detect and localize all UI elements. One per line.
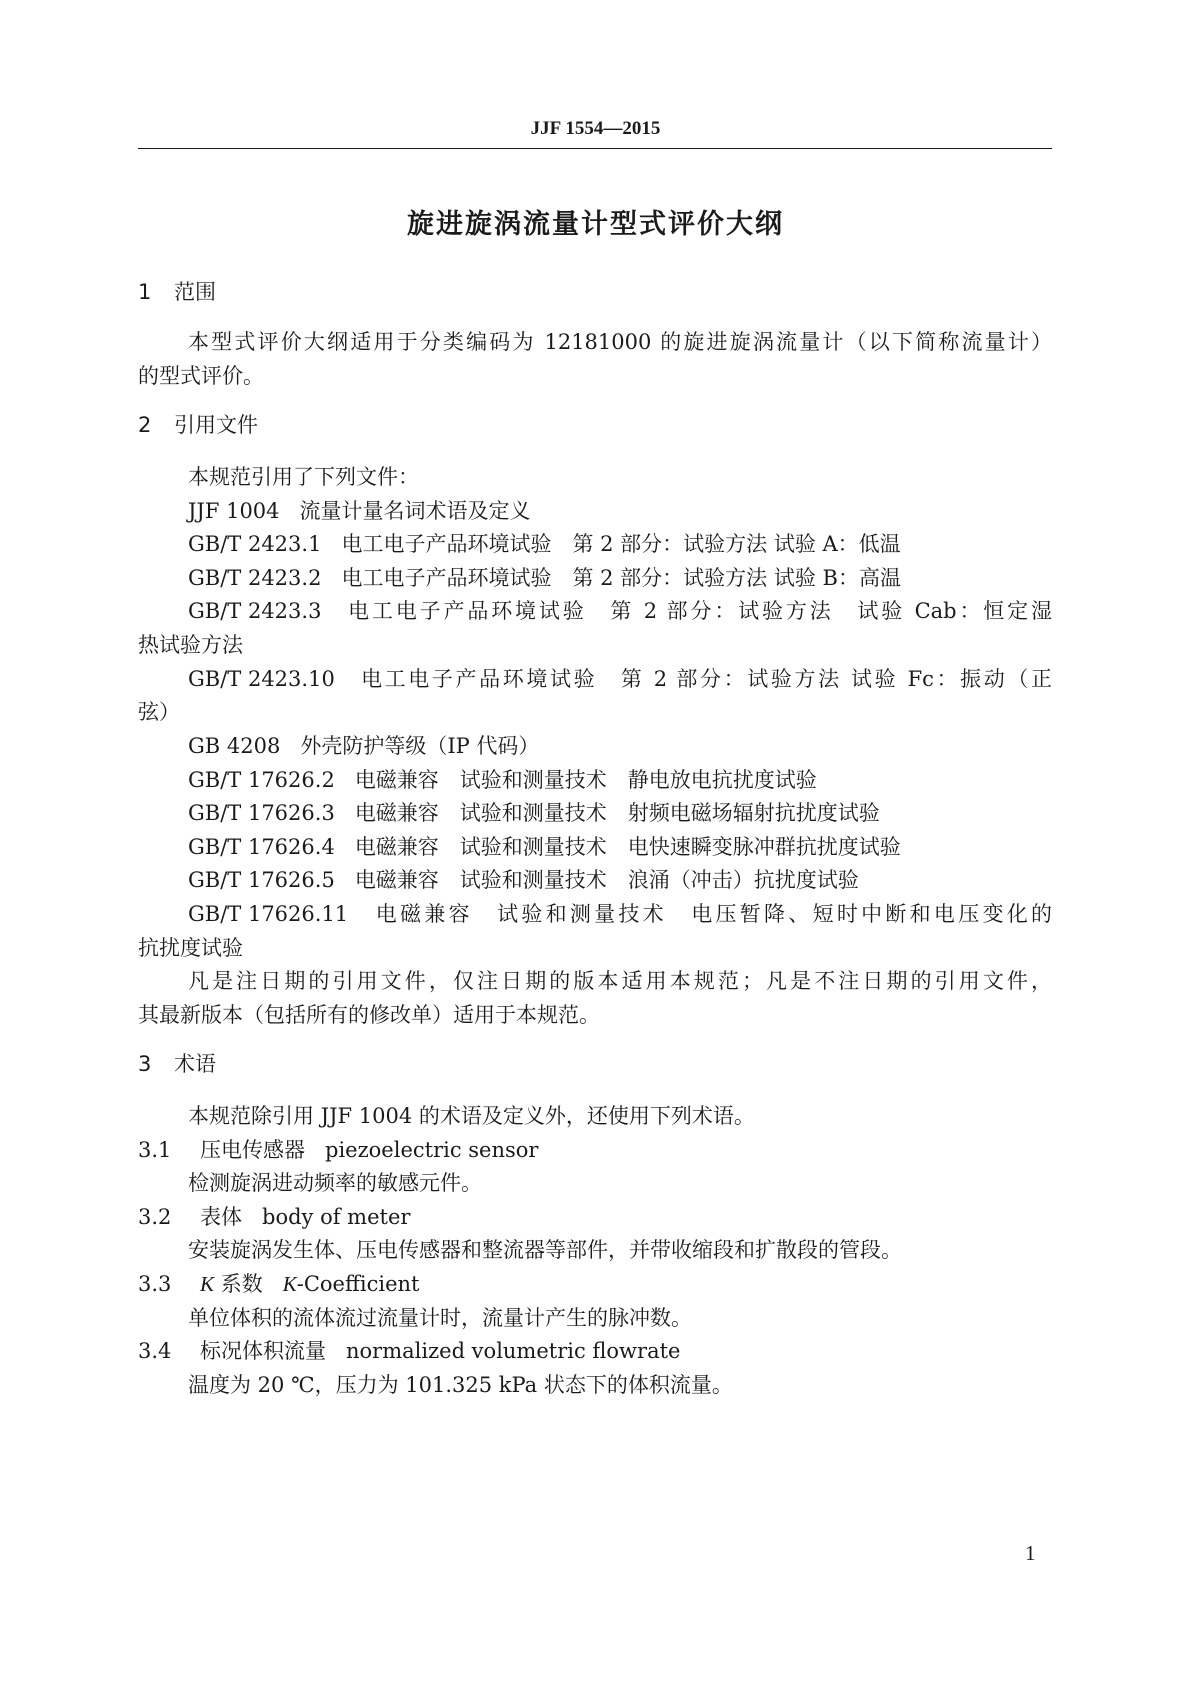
term-chinese: 系数 bbox=[220, 1272, 263, 1296]
terms-intro: 本规范除引用 JJF 1004 的术语及定义外，还使用下列术语。 bbox=[188, 1104, 755, 1128]
page-number: 1 bbox=[1025, 1541, 1036, 1565]
term-heading bbox=[138, 1269, 419, 1299]
reference-item bbox=[188, 664, 1052, 694]
term-definition: 检测旋涡进动频率的敏感元件。 bbox=[188, 1171, 482, 1195]
section-number: 2 bbox=[138, 413, 152, 437]
reference-code: GB/T 17626.3 bbox=[188, 801, 335, 825]
reference-title: 电磁兼容 试验和测量技术 电压暂降、短时中断和电压变化的 bbox=[375, 902, 1053, 926]
reference-title: 外壳防护等级（IP 代码） bbox=[300, 734, 540, 758]
reference-code: GB/T 17626.11 bbox=[188, 902, 349, 926]
section-heading-3 bbox=[138, 1049, 216, 1079]
reference-code: GB/T 2423.2 bbox=[188, 566, 322, 590]
reference-item bbox=[188, 596, 1052, 626]
section1-paragraph-line1: 本型式评价大纲适用于分类编码为 12181000 的旋进旋涡流量计（以下简称流量计） bbox=[188, 330, 1052, 354]
reference-item bbox=[188, 496, 531, 526]
reference-item bbox=[188, 832, 901, 862]
reference-code: JJF 1004 bbox=[188, 499, 280, 523]
reference-item bbox=[188, 865, 859, 895]
reference-code: GB/T 17626.4 bbox=[188, 835, 335, 859]
reference-title: 流量计量名词术语及定义 bbox=[299, 499, 531, 523]
reference-continuation: 热试验方法 bbox=[138, 633, 243, 657]
reference-item bbox=[188, 563, 901, 593]
reference-code: GB/T 2423.3 bbox=[188, 599, 322, 623]
reference-item bbox=[188, 899, 1052, 929]
reference-code: GB/T 2423.1 bbox=[188, 532, 322, 556]
term-english-symbol: K bbox=[282, 1272, 297, 1296]
term-definition: 温度为 20 ℃，压力为 101.325 kPa 状态下的体积流量。 bbox=[188, 1373, 733, 1397]
reference-title: 电工电子产品环境试验 第 2 部分：试验方法 试验 A：低温 bbox=[341, 532, 901, 556]
standard-code-header: JJF 1554—2015 bbox=[530, 118, 661, 139]
section-title: 术语 bbox=[174, 1052, 216, 1076]
term-number: 3.2 bbox=[138, 1205, 172, 1229]
header-rule bbox=[138, 148, 1052, 149]
reference-title: 电磁兼容 试验和测量技术 射频电磁场辐射抗扰度试验 bbox=[354, 801, 880, 825]
term-heading bbox=[138, 1135, 538, 1165]
term-heading bbox=[138, 1336, 680, 1366]
term-chinese: 表体 bbox=[200, 1205, 242, 1229]
reference-title: 电磁兼容 试验和测量技术 电快速瞬变脉冲群抗扰度试验 bbox=[354, 835, 901, 859]
references-intro: 本规范引用了下列文件： bbox=[188, 465, 419, 489]
reference-item bbox=[188, 798, 880, 828]
section-heading-1 bbox=[138, 277, 216, 307]
references-note-line1: 凡是注日期的引用文件，仅注日期的版本适用本规范；凡是不注日期的引用文件， bbox=[188, 969, 1052, 993]
section-heading-2 bbox=[138, 410, 258, 440]
term-number: 3.4 bbox=[138, 1339, 172, 1363]
reference-code: GB/T 17626.2 bbox=[188, 768, 335, 792]
term-definition: 安装旋涡发生体、压电传感器和整流器等部件，并带收缩段和扩散段的管段。 bbox=[188, 1238, 902, 1262]
term-english: body of meter bbox=[262, 1205, 411, 1229]
section1-paragraph-line2: 的型式评价。 bbox=[138, 364, 264, 388]
reference-title: 电工电子产品环境试验 第 2 部分：试验方法 试验 B：高温 bbox=[341, 566, 901, 590]
section-title: 引用文件 bbox=[174, 413, 258, 437]
reference-item bbox=[188, 765, 817, 795]
term-symbol: K bbox=[200, 1272, 215, 1296]
reference-continuation: 弦） bbox=[138, 700, 180, 724]
reference-continuation: 抗扰度试验 bbox=[138, 936, 243, 960]
reference-title: 电磁兼容 试验和测量技术 浪涌（冲击）抗扰度试验 bbox=[354, 868, 859, 892]
reference-title: 电磁兼容 试验和测量技术 静电放电抗扰度试验 bbox=[354, 768, 817, 792]
term-definition: 单位体积的流体流过流量计时，流量计产生的脉冲数。 bbox=[188, 1306, 692, 1330]
reference-title: 电工电子产品环境试验 第 2 部分：试验方法 试验 Cab：恒定湿 bbox=[348, 599, 1052, 623]
references-note-line2: 其最新版本（包括所有的修改单）适用于本规范。 bbox=[138, 1003, 600, 1027]
section-title: 范围 bbox=[174, 280, 216, 304]
term-english: -Coefficient bbox=[296, 1272, 420, 1296]
term-number: 3.1 bbox=[138, 1138, 172, 1162]
term-english: piezoelectric sensor bbox=[325, 1138, 539, 1162]
reference-code: GB 4208 bbox=[188, 734, 281, 758]
term-heading bbox=[138, 1202, 410, 1232]
term-chinese: 压电传感器 bbox=[200, 1138, 305, 1162]
reference-title: 电工电子产品环境试验 第 2 部分：试验方法 试验 Fc：振动（正 bbox=[361, 667, 1052, 691]
section-number: 1 bbox=[138, 280, 152, 304]
reference-code: GB/T 2423.10 bbox=[188, 667, 335, 691]
document-title: 旋进旋涡流量计型式评价大纲 bbox=[407, 209, 784, 240]
term-english: normalized volumetric flowrate bbox=[346, 1339, 681, 1363]
reference-item bbox=[188, 529, 901, 559]
reference-code: GB/T 17626.5 bbox=[188, 868, 335, 892]
reference-item bbox=[188, 731, 539, 761]
term-chinese: 标况体积流量 bbox=[200, 1339, 326, 1363]
section-number: 3 bbox=[138, 1052, 152, 1076]
term-number: 3.3 bbox=[138, 1272, 172, 1296]
